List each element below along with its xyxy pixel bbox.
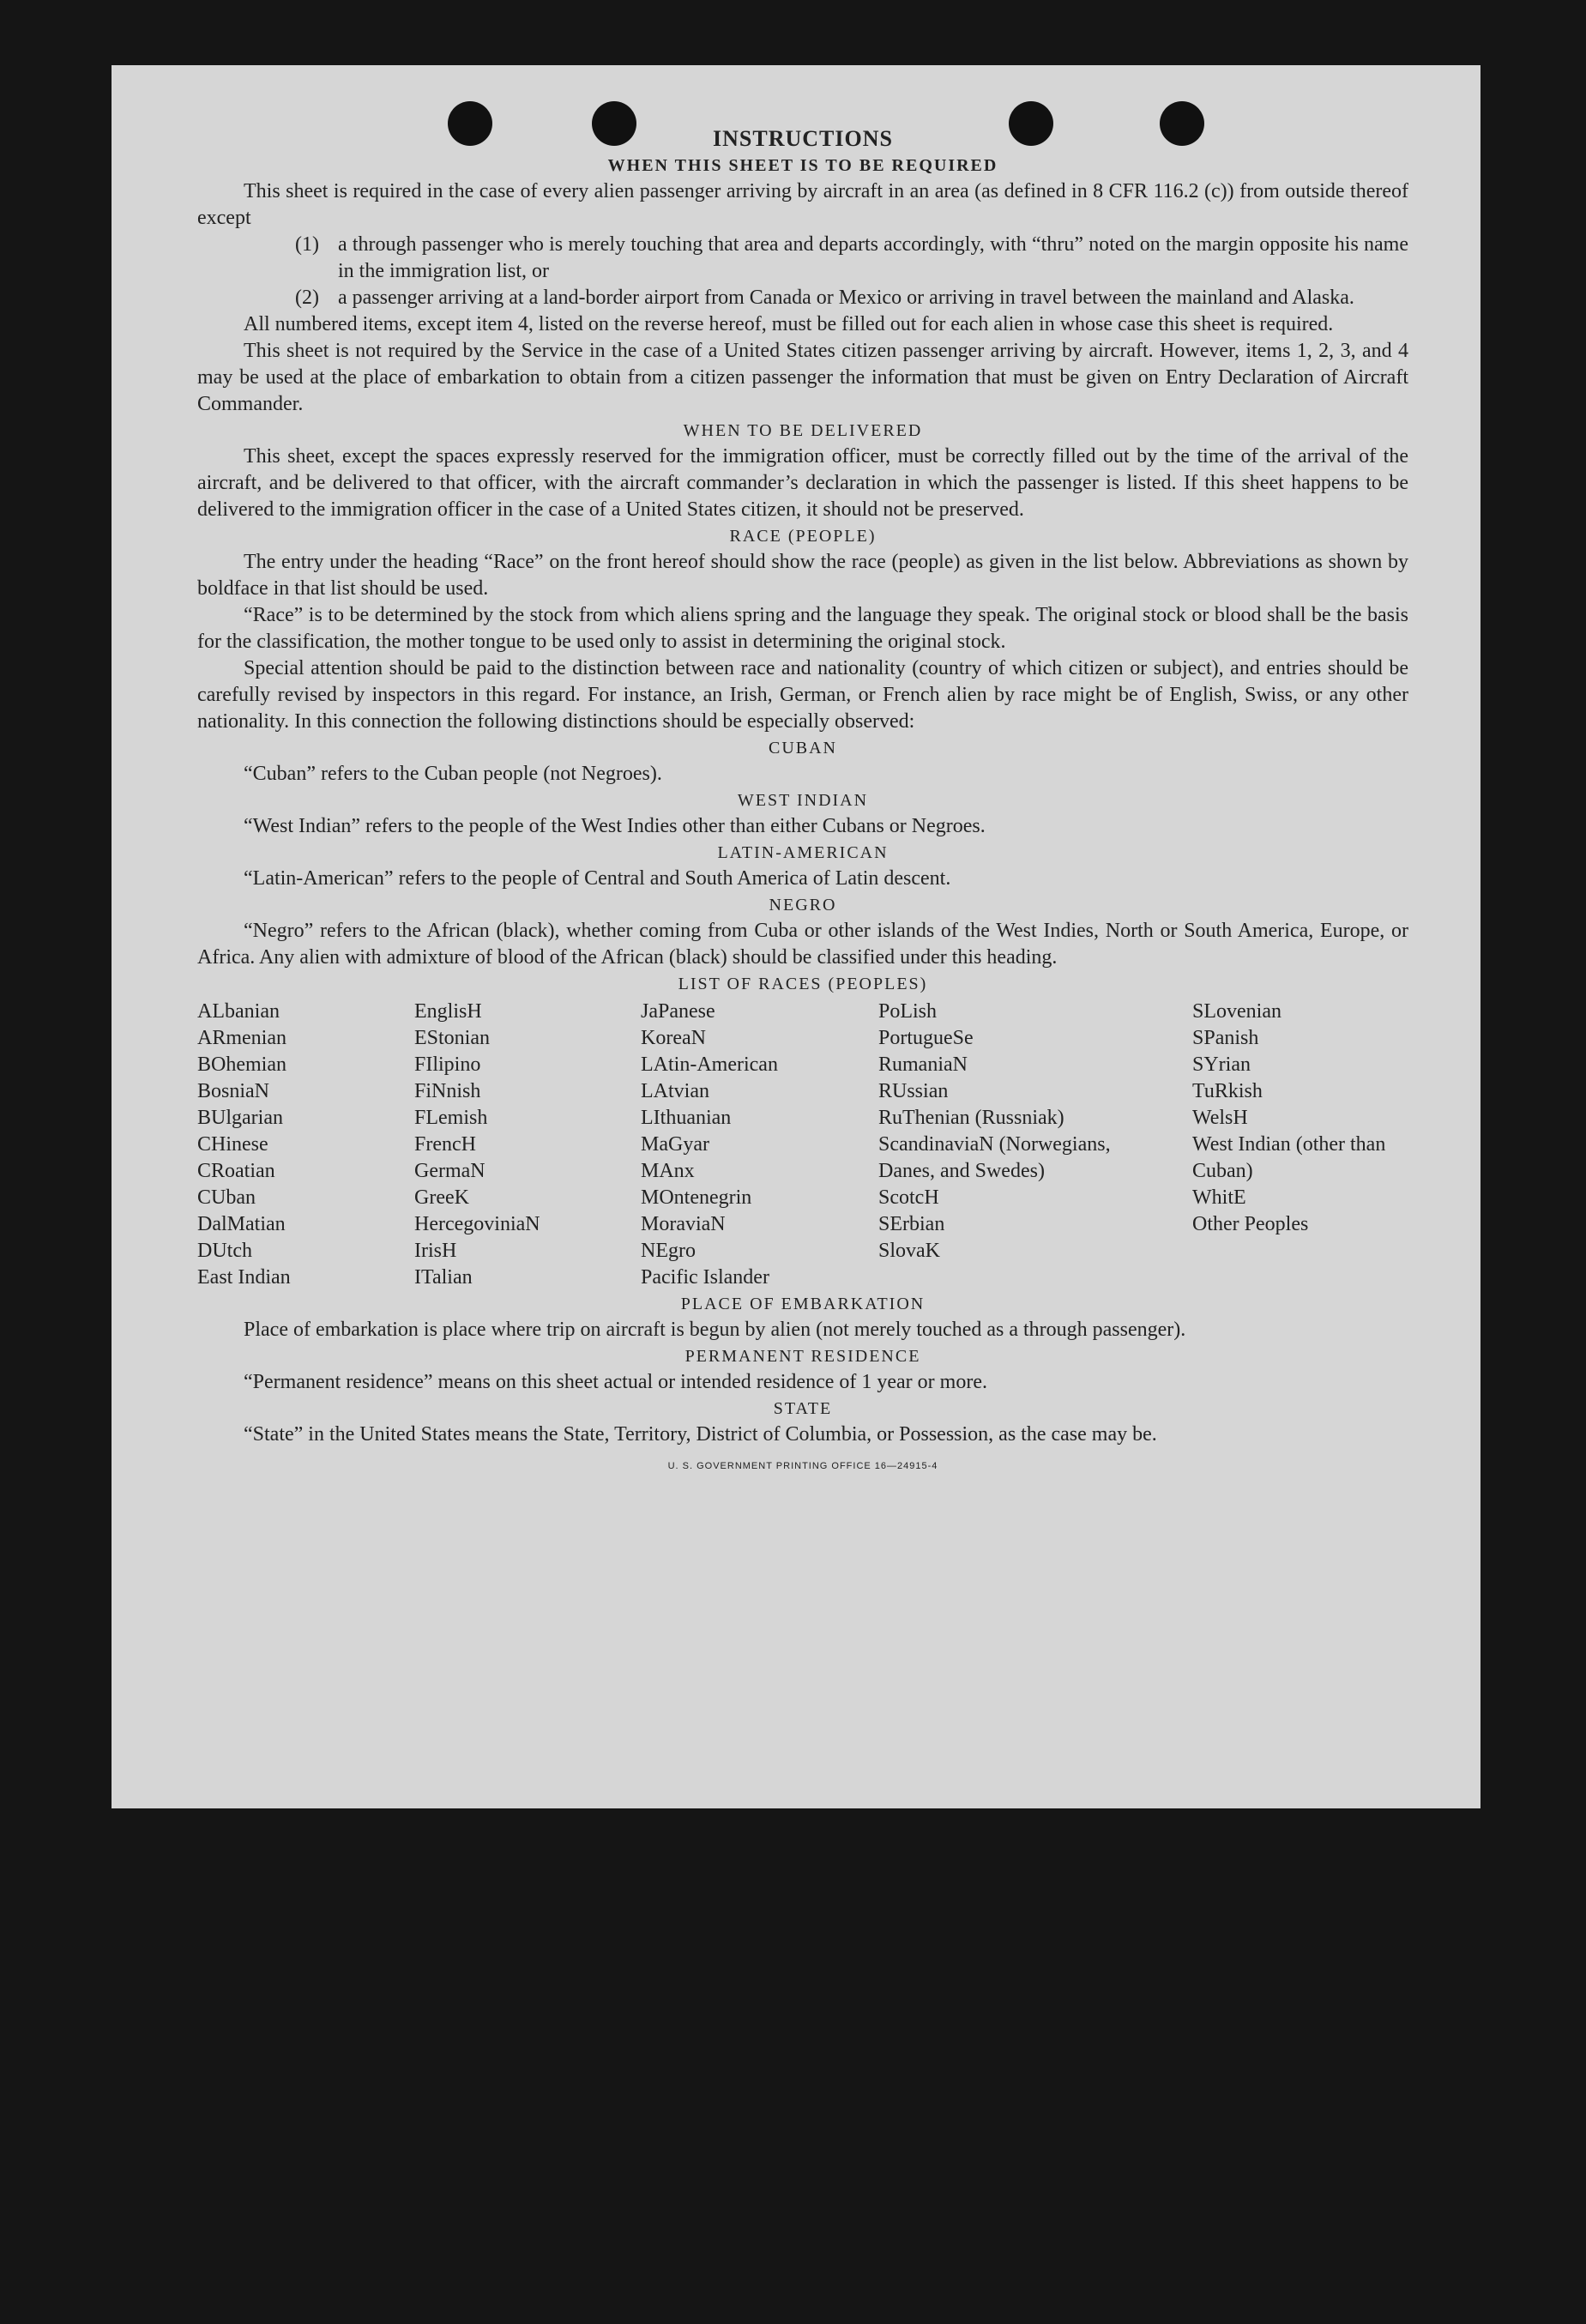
race-item: MoraviaN [641,1213,726,1235]
race-item: MAnx [641,1160,695,1182]
race-item: ScotcH [878,1186,939,1209]
section-heading-state: STATE [773,1399,833,1418]
race-item: FrencH [414,1133,476,1156]
state-text: “State” in the United States means the State, Territory, District of Columbia, or Possession, as the case may be. [244,1423,1157,1446]
race-item: GermaN [414,1160,485,1182]
race-item: BosniaN [197,1080,269,1102]
races-column [641,999,878,1291]
negro-text: “Negro” refers to the African (black), whether coming from Cuba or other islands of the West Indies, North or South America, Europe, or Africa. Any alien with admixture of blood of the African (black) should be classified under this heading. [197,920,1408,969]
race-paragraph-2: “Race” is to be determined by the stock from which aliens spring and the language they speak. The original stock or blood shall be the basis for the classification, the mother tongue to be used only to assist in determining the original stock. [197,604,1408,653]
required-paragraph-2: All numbered items, except item 4, listed on the reverse hereof, must be filled out for each alien in whose case this sheet is required. [244,313,1334,335]
race-item: ALbanian [197,1000,280,1023]
race-item: DalMatian [197,1213,286,1235]
required-paragraph-3: This sheet is not required by the Service in the case of a United States citizen passenger arriving by aircraft. However, items 1, 2, 3, and 4 may be used at the place of embarkation to obtain from a citizen passenger the information that must be given on Entry Declaration of Aircraft Commander. [197,340,1408,415]
document-sheet [112,65,1480,1808]
race-item: EStonian [414,1027,490,1049]
page-title: INSTRUCTIONS [713,126,893,151]
races-column [197,999,414,1291]
section-heading-latin-american: LATIN-AMERICAN [717,843,889,862]
section-heading-races-list: LIST OF RACES (PEOPLES) [678,975,928,993]
race-item: CHinese [197,1133,268,1156]
latin-american-text: “Latin-American” refers to the people of Central and South America of Latin descent. [244,867,951,890]
race-item: ScandinaviaN (Norwegians, Danes, and Swedes) [878,1133,1111,1182]
race-item: PoLish [878,1000,938,1023]
race-item: SLovenian [1192,1000,1281,1023]
race-item: IrisH [414,1240,457,1262]
delivered-text: This sheet, except the spaces expressly reserved for the immigration officer, must be correctly filled out by the time of the arrival of the aircraft, and be delivered to that officer, with the aircraft commander’s declaration in which the passenger is listed. If this sheet happens to be delivered to the immigration officer in the case of a United States citizen, it should not be preserved. [197,445,1408,521]
race-item: SYrian [1192,1053,1251,1076]
race-item: RumaniaN [878,1053,968,1076]
race-item: Pacific Islander [641,1266,769,1289]
race-item: WelsH [1192,1107,1248,1129]
section-heading-race: RACE (PEOPLE) [729,527,877,546]
race-item: MOntenegrin [641,1186,752,1209]
race-item: LAtvian [641,1080,709,1102]
race-item: CRoatian [197,1160,275,1182]
exception-item [197,232,1408,285]
race-item: CUban [197,1186,256,1209]
race-item: NEgro [641,1240,696,1262]
race-item: JaPanese [641,1000,715,1023]
race-item: LAtin-American [641,1053,778,1076]
race-item: RuThenian (Russniak) [878,1107,1064,1129]
race-item: East Indian [197,1266,291,1289]
race-item: FIlipino [414,1053,481,1076]
race-item: TuRkish [1192,1080,1263,1102]
printing-office-imprint: U. S. GOVERNMENT PRINTING OFFICE 16—24915-4 [667,1461,938,1471]
race-item: LIthuanian [641,1107,732,1129]
race-item: FiNnish [414,1080,481,1102]
race-item: BOhemian [197,1053,286,1076]
race-item: SlovaK [878,1240,940,1262]
race-item: West Indian (other than Cuban) [1192,1133,1386,1182]
race-item: MaGyar [641,1133,709,1156]
section-heading-embarkation: PLACE OF EMBARKATION [680,1295,926,1313]
embarkation-text: Place of embarkation is place where trip on aircraft is begun by alien (not merely touched as a through passenger). [244,1319,1186,1341]
race-item: ITalian [414,1266,473,1289]
item-number: (2) [295,287,319,309]
section-heading-west-indian: WEST INDIAN [737,791,869,810]
cuban-text: “Cuban” refers to the Cuban people (not Negroes). [244,763,662,785]
section-heading-negro: NEGRO [769,896,837,915]
race-item: HercegoviniaN [414,1213,540,1235]
race-item: GreeK [414,1186,469,1209]
race-item: SErbian [878,1213,945,1235]
race-item: RUssian [878,1080,949,1102]
section-heading-cuban: CUBAN [768,739,837,758]
section-heading-required: WHEN THIS SHEET IS TO BE REQUIRED [607,156,998,175]
race-paragraph-3: Special attention should be paid to the distinction between race and nationality (country of which citizen or subject), and entries should be carefully revised by inspectors in this regard. For instance, an Irish, German, or French alien by race might be of English, Swiss, or any other nationality. In this connection the following distinctions should be especially observed: [197,657,1408,733]
races-column [878,999,1192,1291]
races-column [414,999,641,1291]
required-intro: This sheet is required in the case of every alien passenger arriving by aircraft in an area (as defined in 8 CFR 116.2 (c)) from outside thereof except [197,180,1408,229]
race-item: DUtch [197,1240,252,1262]
races-list [197,999,1408,1291]
race-item: SPanish [1192,1027,1259,1049]
race-item: Other Peoples [1192,1213,1309,1235]
exception-item [197,285,1408,311]
race-item: BUlgarian [197,1107,283,1129]
residence-text: “Permanent residence” means on this sheet actual or intended residence of 1 year or more. [244,1371,987,1393]
race-item: PortugueSe [878,1027,974,1049]
race-item: KoreaN [641,1027,706,1049]
race-item: WhitE [1192,1186,1246,1209]
item-text: a passenger arriving at a land-border airport from Canada or Mexico or arriving in travel between the mainland and Alaska. [338,287,1354,309]
item-text: a through passenger who is merely touching that area and departs accordingly, with “thru” noted on the margin opposite his name in the immigration list, or [338,233,1408,282]
section-heading-residence: PERMANENT RESIDENCE [684,1347,921,1366]
west-indian-text: “West Indian” refers to the people of the West Indies other than either Cubans or Negroes. [244,815,986,837]
item-number: (1) [295,233,319,256]
race-item: FLemish [414,1107,488,1129]
race-paragraph-1: The entry under the heading “Race” on the front hereof should show the race (people) as given in the list below. Abbreviations as shown by boldface in that list should be used. [197,551,1408,600]
section-heading-delivered: WHEN TO BE DELIVERED [683,421,923,440]
race-item: EnglisH [414,1000,482,1023]
races-column [1192,999,1408,1291]
race-item: ARmenian [197,1027,286,1049]
instructions-content [197,125,1408,1480]
